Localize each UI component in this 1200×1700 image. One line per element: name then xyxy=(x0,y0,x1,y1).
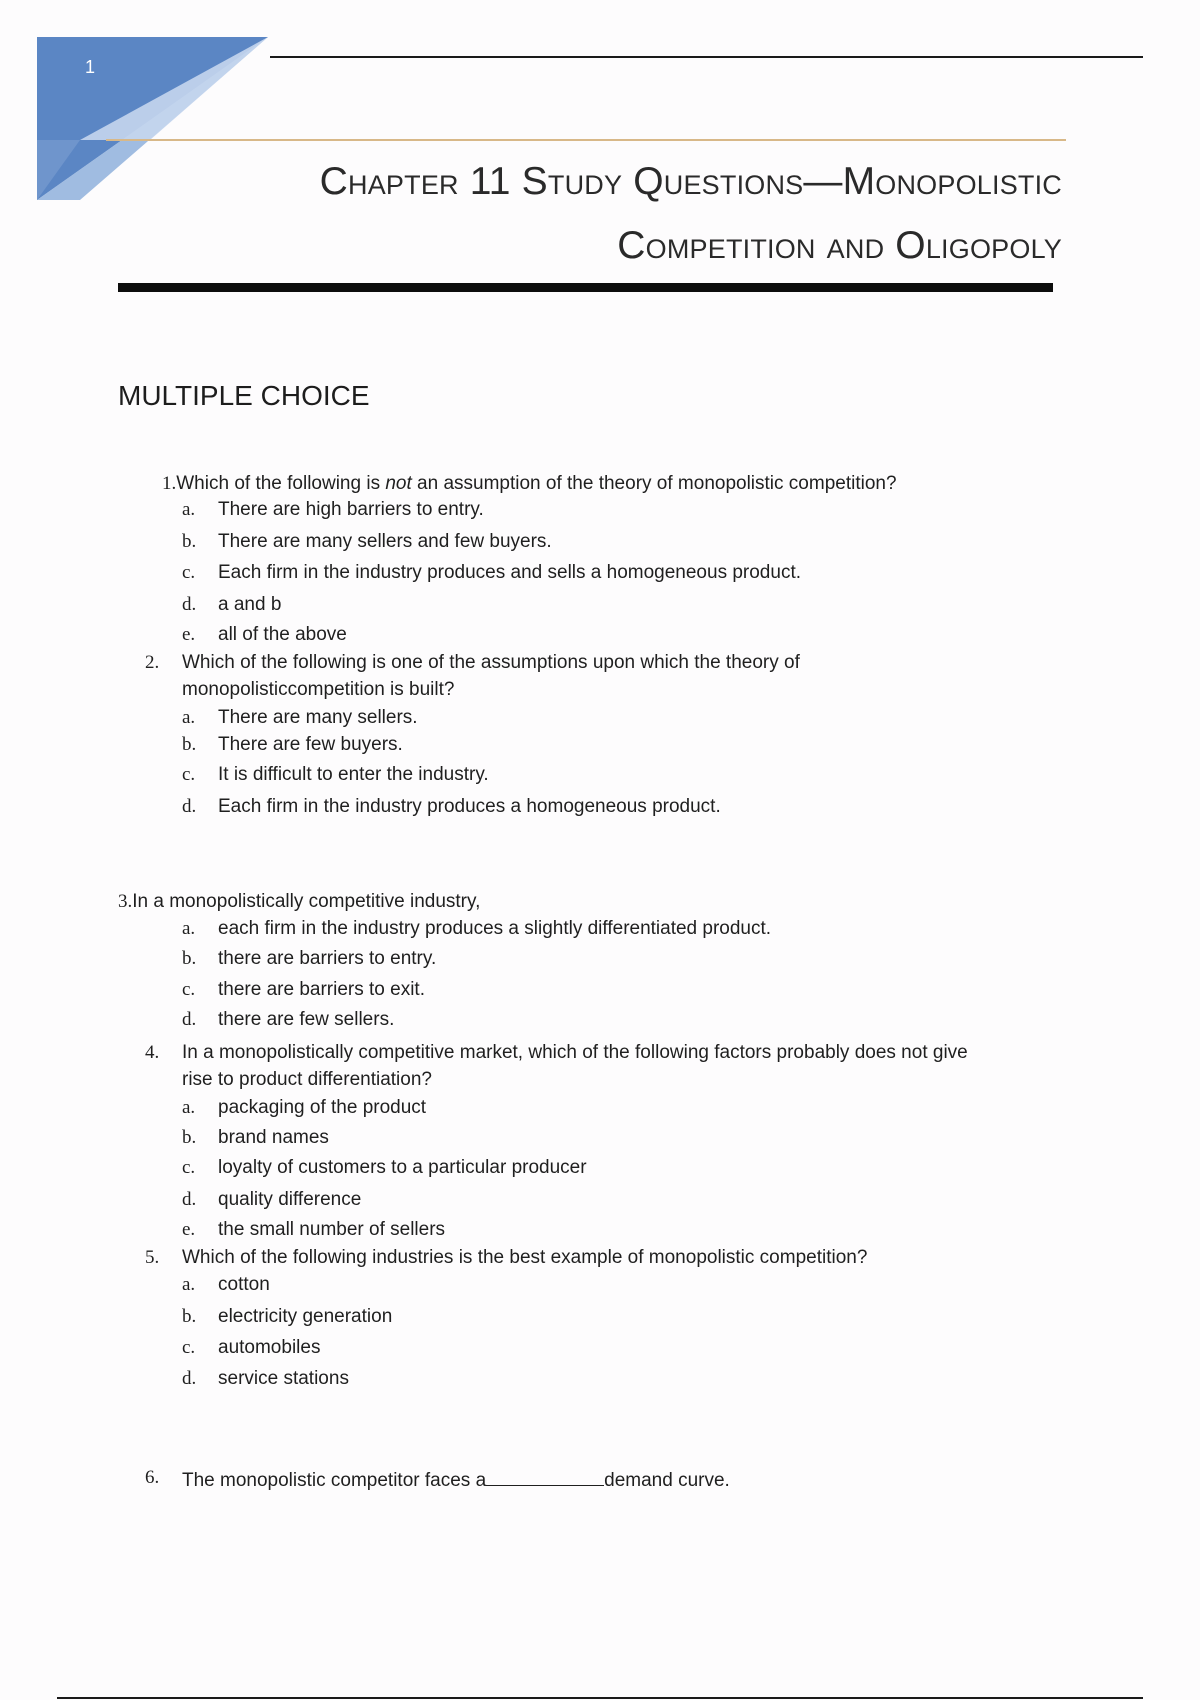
option-text: a and b xyxy=(218,594,282,615)
question-text-end: demand curve. xyxy=(604,1470,730,1491)
question-2-text-line-2: monopolisticcompetition is built? xyxy=(182,679,455,700)
option-letter: e. xyxy=(182,1219,196,1240)
option-text: automobiles xyxy=(218,1337,321,1358)
option-text: Each firm in the industry produces a homogeneous product. xyxy=(218,796,721,817)
option-text: loyalty of customers to a particular producer xyxy=(218,1157,587,1178)
option-text: the small number of sellers xyxy=(218,1219,446,1240)
option-text: It is difficult to enter the industry. xyxy=(218,764,489,785)
option-text: there are barriers to entry. xyxy=(218,948,437,969)
option-letter: c. xyxy=(182,1157,196,1178)
page-title-line-1: Chapter 11 Study Questions—Monopolistic xyxy=(319,160,1062,203)
question-number: 3. xyxy=(118,891,133,912)
question-4-number: 4. xyxy=(145,1042,160,1063)
option-text: all of the above xyxy=(218,624,347,645)
option-text: brand names xyxy=(218,1127,329,1148)
option-letter: a. xyxy=(182,1097,196,1118)
option-text: There are many sellers and few buyers. xyxy=(218,531,552,552)
option-text: There are few buyers. xyxy=(218,734,403,755)
page-title xyxy=(102,150,1062,278)
question-5-number: 5. xyxy=(145,1247,160,1268)
option-letter: c. xyxy=(182,1337,196,1358)
question-emphasis: not xyxy=(385,473,412,494)
option-letter: c. xyxy=(182,764,196,785)
option-letter: c. xyxy=(182,979,196,1000)
question-4-text-line-1: In a monopolistically competitive market, which of the following factors probably does not give xyxy=(182,1042,968,1063)
option-text: electricity generation xyxy=(218,1306,393,1327)
question-2-text-line-1: Which of the following is one of the assumptions upon which the theory of xyxy=(182,652,800,673)
question-text: In a monopolistically competitive industry, xyxy=(132,891,481,912)
page-title-line-2: Competition and Oligopoly xyxy=(617,224,1062,267)
option-text: there are few sellers. xyxy=(218,1009,395,1030)
option-letter: b. xyxy=(182,531,197,552)
option-text: quality difference xyxy=(218,1189,362,1210)
option-text: packaging of the product xyxy=(218,1097,427,1118)
option-letter: b. xyxy=(182,1127,197,1148)
title-bottom-rule xyxy=(118,283,1053,292)
title-top-rule xyxy=(106,139,1066,141)
option-letter: e. xyxy=(182,624,196,645)
question-text: Which of the following is xyxy=(176,473,386,494)
option-letter: d. xyxy=(182,796,197,817)
page-number: 1 xyxy=(84,57,95,77)
option-letter: a. xyxy=(182,707,196,728)
option-letter: b. xyxy=(182,1306,197,1327)
option-text: service stations xyxy=(218,1368,349,1389)
question-6-number: 6. xyxy=(145,1467,160,1488)
option-letter: d. xyxy=(182,1189,197,1210)
option-letter: d. xyxy=(182,1009,197,1030)
option-letter: b. xyxy=(182,948,197,969)
option-letter: d. xyxy=(182,1368,197,1389)
header-rule xyxy=(270,56,1143,58)
question-3 xyxy=(118,891,480,913)
section-heading: MULTIPLE CHOICE xyxy=(118,380,370,411)
question-5-text: Which of the following industries is the best example of monopolistic competition? xyxy=(182,1247,868,1268)
option-text: cotton xyxy=(218,1274,270,1295)
option-text: Each firm in the industry produces and sells a homogeneous product. xyxy=(218,562,801,583)
answer-blank[interactable] xyxy=(486,1467,604,1486)
option-text: There are high barriers to entry. xyxy=(218,499,484,520)
option-letter: a. xyxy=(182,918,196,939)
question-1 xyxy=(162,473,897,495)
question-2-number: 2. xyxy=(145,652,160,673)
question-6-text xyxy=(182,1467,730,1492)
option-text: There are many sellers. xyxy=(218,707,418,728)
question-text-end: an assumption of the theory of monopolistic competition? xyxy=(411,473,897,494)
option-text: there are barriers to exit. xyxy=(218,979,425,1000)
option-text: each firm in the industry produces a slightly differentiated product. xyxy=(218,918,772,939)
option-letter: b. xyxy=(182,734,197,755)
question-4-text-line-2: rise to product differentiation? xyxy=(182,1069,432,1090)
question-text: The monopolistic competitor faces a xyxy=(182,1470,487,1491)
option-letter: c. xyxy=(182,562,196,583)
option-letter: a. xyxy=(182,499,196,520)
option-letter: d. xyxy=(182,594,197,615)
question-number: 1. xyxy=(162,473,177,494)
footer-rule xyxy=(57,1697,1143,1699)
option-letter: a. xyxy=(182,1274,196,1295)
